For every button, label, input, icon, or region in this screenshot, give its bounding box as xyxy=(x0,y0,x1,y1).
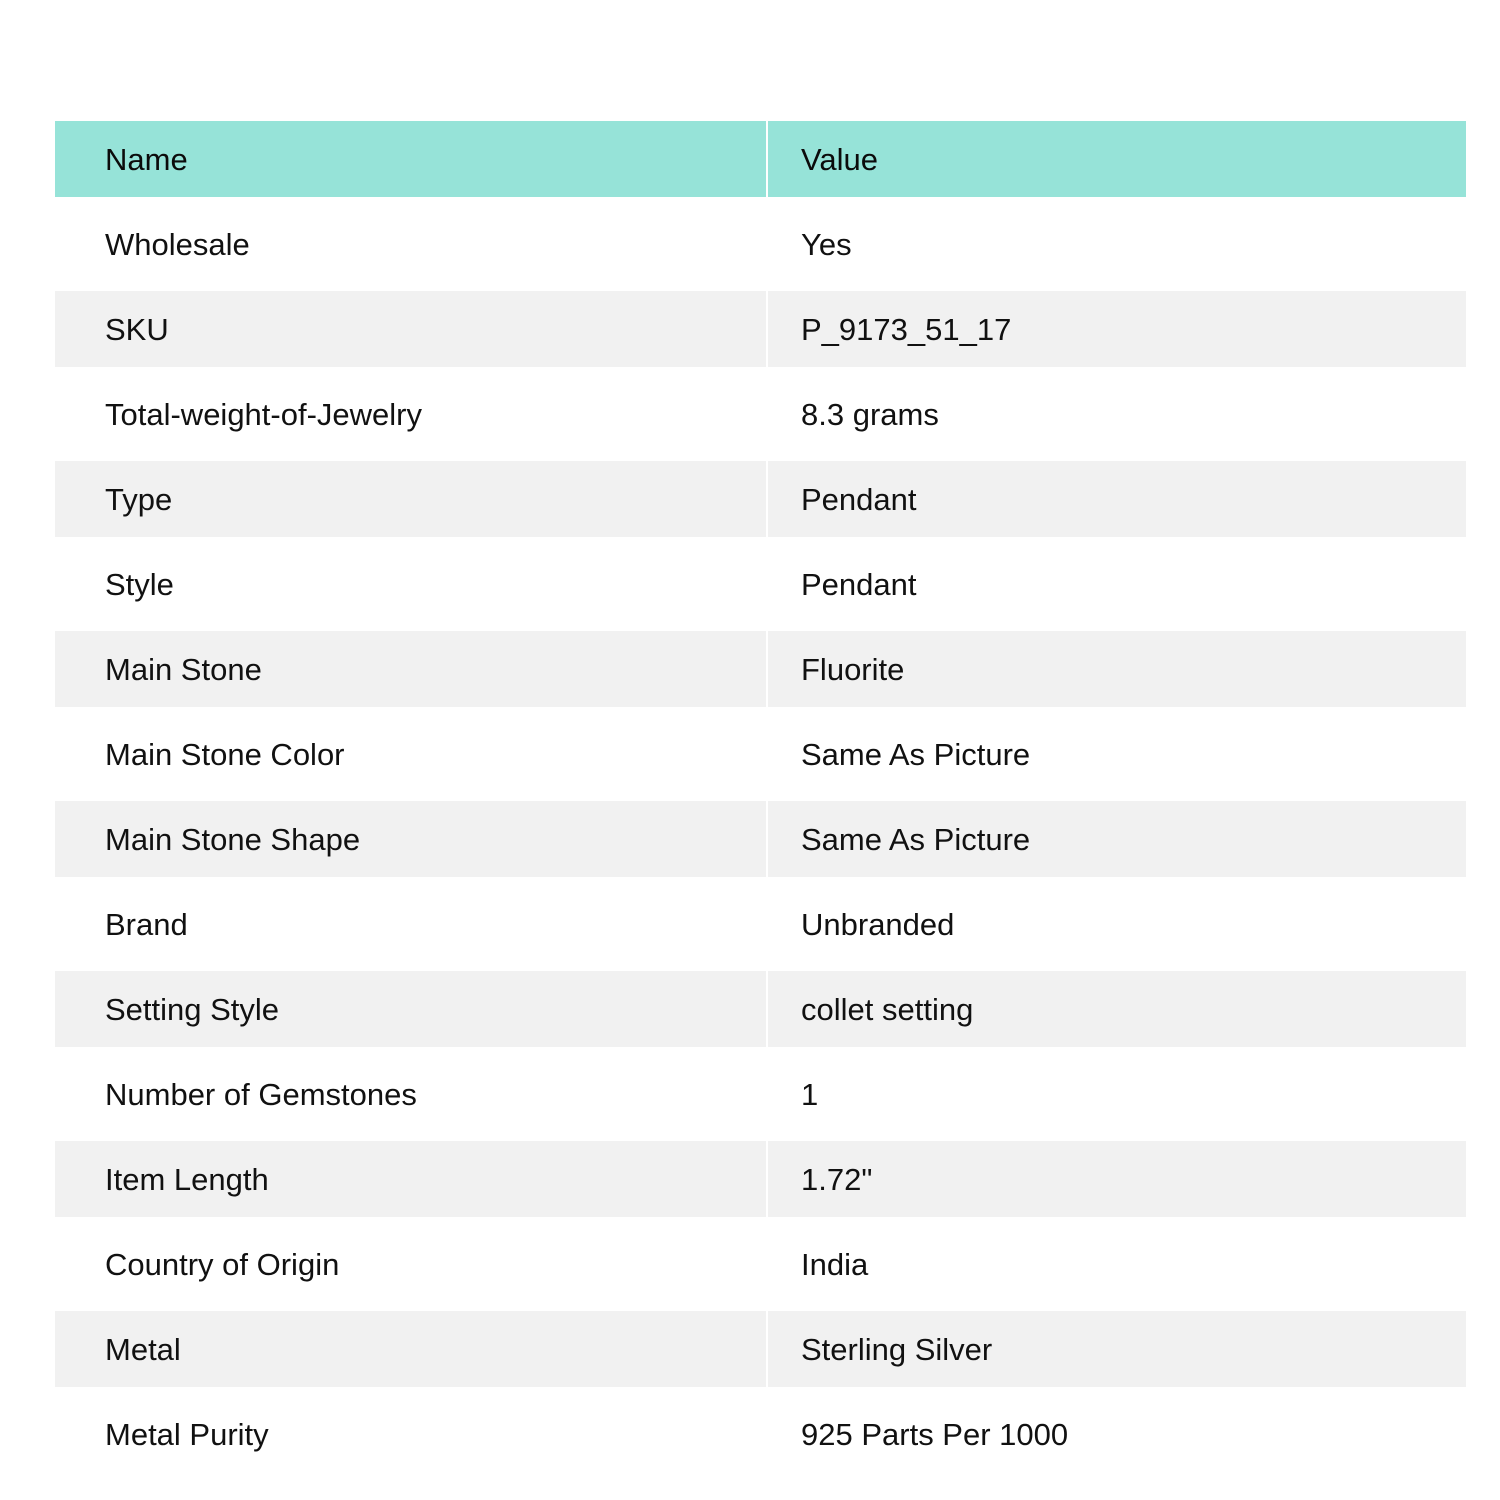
row-name-cell: Country of Origin xyxy=(55,1217,766,1311)
table-row xyxy=(55,197,1466,291)
table-row xyxy=(55,707,1466,801)
table-row xyxy=(55,1311,1466,1387)
row-name-cell: Main Stone xyxy=(55,631,766,707)
table-row xyxy=(55,367,1466,461)
table-row xyxy=(55,801,1466,877)
row-value-cell: collet setting xyxy=(766,971,1466,1047)
row-value-cell: Fluorite xyxy=(766,631,1466,707)
table-row xyxy=(55,537,1466,631)
row-name-cell: Metal Purity xyxy=(55,1387,766,1481)
table-row xyxy=(55,877,1466,971)
row-value-cell: Pendant xyxy=(766,537,1466,631)
row-name-cell: Item Length xyxy=(55,1141,766,1217)
row-name-cell: Number of Gemstones xyxy=(55,1047,766,1141)
table-row xyxy=(55,1217,1466,1311)
row-value-cell: Sterling Silver xyxy=(766,1311,1466,1387)
row-name-cell: Main Stone Shape xyxy=(55,801,766,877)
row-name-cell: Wholesale xyxy=(55,197,766,291)
row-value-cell: 8.3 grams xyxy=(766,367,1466,461)
row-value-cell: 1 xyxy=(766,1047,1466,1141)
table-header-row xyxy=(55,121,1466,197)
table-row xyxy=(55,291,1466,367)
row-value-cell: Unbranded xyxy=(766,877,1466,971)
table-row xyxy=(55,1387,1466,1481)
row-value-cell: P_9173_51_17 xyxy=(766,291,1466,367)
table-body xyxy=(55,197,1466,1481)
row-name-cell: SKU xyxy=(55,291,766,367)
table-row xyxy=(55,1141,1466,1217)
row-value-cell: Yes xyxy=(766,197,1466,291)
row-name-cell: Main Stone Color xyxy=(55,707,766,801)
row-name-cell: Brand xyxy=(55,877,766,971)
specifications-table xyxy=(55,121,1466,1481)
table-row xyxy=(55,971,1466,1047)
row-name-cell: Type xyxy=(55,461,766,537)
table-row xyxy=(55,461,1466,537)
row-name-cell: Metal xyxy=(55,1311,766,1387)
row-value-cell: India xyxy=(766,1217,1466,1311)
row-name-cell: Total-weight-of-Jewelry xyxy=(55,367,766,461)
table-header xyxy=(55,121,1466,197)
table-row xyxy=(55,1047,1466,1141)
row-name-cell: Style xyxy=(55,537,766,631)
column-header-value: Value xyxy=(766,121,1466,197)
column-header-name: Name xyxy=(55,121,766,197)
table-row xyxy=(55,631,1466,707)
row-value-cell: 925 Parts Per 1000 xyxy=(766,1387,1466,1481)
row-value-cell: Same As Picture xyxy=(766,707,1466,801)
row-value-cell: Same As Picture xyxy=(766,801,1466,877)
row-value-cell: Pendant xyxy=(766,461,1466,537)
row-value-cell: 1.72" xyxy=(766,1141,1466,1217)
row-name-cell: Setting Style xyxy=(55,971,766,1047)
